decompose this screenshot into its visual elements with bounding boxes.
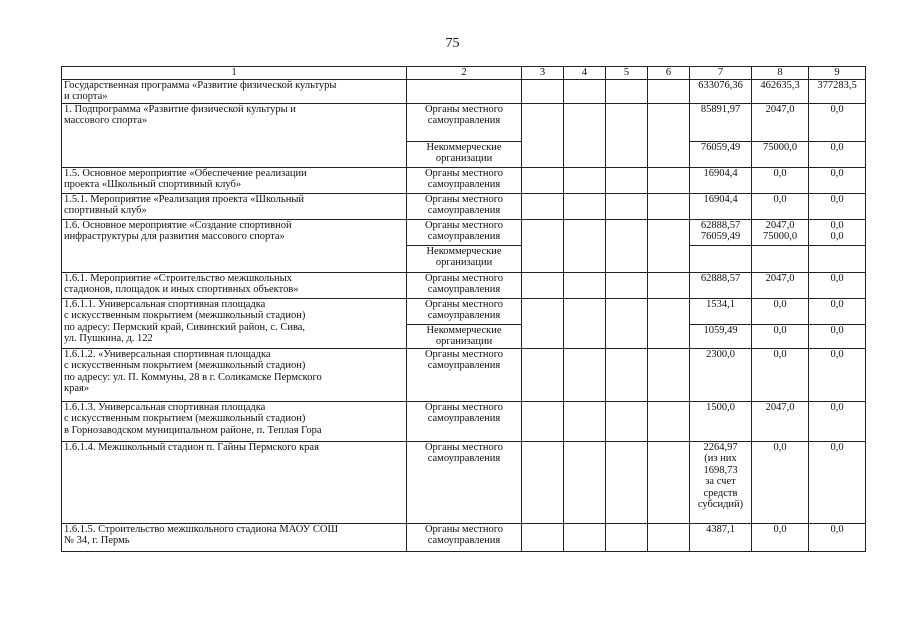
- org-cell: Органы местного самоуправления: [407, 167, 522, 193]
- table-row: [62, 441, 866, 523]
- value-cell-c9: 0,0: [809, 193, 866, 219]
- value-cell-c7: 16904,4: [690, 193, 752, 219]
- empty-cell: [564, 348, 606, 401]
- empty-cell: [564, 401, 606, 441]
- table-row: [62, 193, 866, 219]
- empty-cell: [606, 401, 648, 441]
- empty-cell: [606, 193, 648, 219]
- empty-cell: [648, 523, 690, 551]
- value-cell-c9: 0,0: [809, 103, 866, 141]
- value-cell-c7: 633076,36: [690, 79, 752, 103]
- row-name-cell: 1.6.1.4. Межшкольный стадион п. Гайны Пермского края: [62, 441, 407, 523]
- value-cell-c7: 62888,57 76059,49: [690, 219, 752, 245]
- table-row: [62, 272, 866, 298]
- header-cell: 3: [522, 67, 564, 80]
- value-cell-c8: 0,0: [752, 298, 809, 324]
- header-cell: 8: [752, 67, 809, 80]
- org-cell: Некоммерческие организации: [407, 324, 522, 348]
- empty-cell: [564, 272, 606, 298]
- empty-cell: [648, 348, 690, 401]
- value-cell-c7: 2300,0: [690, 348, 752, 401]
- header-cell: 4: [564, 67, 606, 80]
- value-cell-c8: 0,0: [752, 441, 809, 523]
- value-cell-c9: 0,0 0,0: [809, 219, 866, 245]
- empty-cell: [606, 523, 648, 551]
- row-name-cell: 1.6.1.3. Универсальная спортивная площадка с искусственным покрытием (межшкольный стадион) в Горнозаводском муниципальном районе, п. Теплая Гора: [62, 401, 407, 441]
- value-cell-c8: 75000,0: [752, 141, 809, 167]
- value-cell-c8: 0,0: [752, 348, 809, 401]
- value-cell-c8: 0,0: [752, 193, 809, 219]
- header-cell: 1: [62, 67, 407, 80]
- value-cell-c9: [809, 245, 866, 272]
- value-cell-c7: [690, 245, 752, 272]
- empty-cell: [564, 219, 606, 272]
- empty-cell: [606, 219, 648, 272]
- row-name-cell: 1.6.1. Мероприятие «Строительство межшкольных стадионов, площадок и иных спортивных объектов»: [62, 272, 407, 298]
- value-cell-c9: 377283,5: [809, 79, 866, 103]
- org-cell: Органы местного самоуправления: [407, 298, 522, 324]
- org-cell: Органы местного самоуправления: [407, 401, 522, 441]
- org-cell: Органы местного самоуправления: [407, 193, 522, 219]
- value-cell-c8: [752, 245, 809, 272]
- empty-cell: [564, 79, 606, 103]
- empty-cell: [564, 523, 606, 551]
- org-cell: Органы местного самоуправления: [407, 523, 522, 551]
- empty-cell: [606, 79, 648, 103]
- empty-cell: [522, 523, 564, 551]
- value-cell-c9: 0,0: [809, 523, 866, 551]
- value-cell-c8: 2047,0: [752, 401, 809, 441]
- table-row: [62, 348, 866, 401]
- empty-cell: [522, 193, 564, 219]
- value-cell-c7: 1059,49: [690, 324, 752, 348]
- empty-cell: [522, 103, 564, 167]
- org-cell: Органы местного самоуправления: [407, 441, 522, 523]
- value-cell-c8: 2047,0 75000,0: [752, 219, 809, 245]
- empty-cell: [522, 167, 564, 193]
- org-cell: [407, 79, 522, 103]
- row-name-cell: 1. Подпрограмма «Развитие физической культуры и массового спорта»: [62, 103, 407, 167]
- empty-cell: [648, 167, 690, 193]
- org-cell: Органы местного самоуправления: [407, 272, 522, 298]
- empty-cell: [606, 348, 648, 401]
- empty-cell: [648, 441, 690, 523]
- value-cell-c7: 85891,97: [690, 103, 752, 141]
- value-cell-c9: 0,0: [809, 167, 866, 193]
- empty-cell: [648, 298, 690, 348]
- table-row: [62, 219, 866, 245]
- row-name-cell: Государственная программа «Развитие физической культуры и спорта»: [62, 79, 407, 103]
- value-cell-c9: 0,0: [809, 324, 866, 348]
- budget-table: [61, 66, 866, 552]
- value-cell-c8: 2047,0: [752, 103, 809, 141]
- value-cell-c9: 0,0: [809, 401, 866, 441]
- table-row: [62, 401, 866, 441]
- empty-cell: [522, 441, 564, 523]
- table-row: [62, 103, 866, 141]
- row-name-cell: 1.6.1.5. Строительство межшкольного стадиона МАОУ СОШ № 34, г. Пермь: [62, 523, 407, 551]
- value-cell-c9: 0,0: [809, 298, 866, 324]
- row-name-cell: 1.6.1.1. Универсальная спортивная площадка с искусственным покрытием (межшкольный стадион) по адресу: Пермский край, Сивинский район, с. Сива, ул. Пушкина, д. 122: [62, 298, 407, 348]
- org-cell: Органы местного самоуправления: [407, 219, 522, 245]
- table-row: [62, 167, 866, 193]
- row-name-cell: 1.6.1.2. «Универсальная спортивная площадка с искусственным покрытием (межшкольный стадион) по адресу: ул. П. Коммуны, 28 в г. Соликамске Пермского края»: [62, 348, 407, 401]
- empty-cell: [522, 79, 564, 103]
- header-cell: 6: [648, 67, 690, 80]
- header-cell: 5: [606, 67, 648, 80]
- value-cell-c7: 1500,0: [690, 401, 752, 441]
- empty-cell: [648, 219, 690, 272]
- value-cell-c7: 4387,1: [690, 523, 752, 551]
- empty-cell: [606, 441, 648, 523]
- value-cell-c8: 462635,3: [752, 79, 809, 103]
- org-cell: Органы местного самоуправления: [407, 348, 522, 401]
- empty-cell: [606, 167, 648, 193]
- org-cell: Некоммерческие организации: [407, 141, 522, 167]
- empty-cell: [564, 193, 606, 219]
- header-cell: 7: [690, 67, 752, 80]
- empty-cell: [648, 193, 690, 219]
- empty-cell: [648, 401, 690, 441]
- org-cell: Некоммерческие организации: [407, 245, 522, 272]
- header-cell: 9: [809, 67, 866, 80]
- empty-cell: [606, 103, 648, 167]
- table-header-row: [62, 67, 866, 80]
- empty-cell: [522, 219, 564, 272]
- value-cell-c9: 0,0: [809, 272, 866, 298]
- value-cell-c7: 76059,49: [690, 141, 752, 167]
- empty-cell: [648, 103, 690, 167]
- value-cell-c8: 2047,0: [752, 272, 809, 298]
- empty-cell: [522, 272, 564, 298]
- empty-cell: [564, 167, 606, 193]
- table-row: [62, 79, 866, 103]
- value-cell-c9: 0,0: [809, 141, 866, 167]
- value-cell-c9: 0,0: [809, 348, 866, 401]
- empty-cell: [564, 103, 606, 167]
- empty-cell: [564, 441, 606, 523]
- table-row: [62, 298, 866, 324]
- org-cell: Органы местного самоуправления: [407, 103, 522, 141]
- header-cell: 2: [407, 67, 522, 80]
- empty-cell: [606, 272, 648, 298]
- row-name-cell: 1.5. Основное мероприятие «Обеспечение реализации проекта «Школьный спортивный клуб»: [62, 167, 407, 193]
- row-name-cell: 1.6. Основное мероприятие «Создание спортивной инфраструктуры для развития массового спорта»: [62, 219, 407, 272]
- table-row: [62, 523, 866, 551]
- empty-cell: [522, 348, 564, 401]
- value-cell-c8: 0,0: [752, 324, 809, 348]
- value-cell-c7: 62888,57: [690, 272, 752, 298]
- value-cell-c7: 1534,1: [690, 298, 752, 324]
- value-cell-c8: 0,0: [752, 523, 809, 551]
- value-cell-c7: 16904,4: [690, 167, 752, 193]
- empty-cell: [648, 79, 690, 103]
- value-cell-c9: 0,0: [809, 441, 866, 523]
- empty-cell: [564, 298, 606, 348]
- value-cell-c7: 2264,97 (из них 1698,73 за счет средств субсидий): [690, 441, 752, 523]
- empty-cell: [606, 298, 648, 348]
- empty-cell: [648, 272, 690, 298]
- empty-cell: [522, 401, 564, 441]
- row-name-cell: 1.5.1. Мероприятие «Реализация проекта «Школьный спортивный клуб»: [62, 193, 407, 219]
- empty-cell: [522, 298, 564, 348]
- page-number: 75: [445, 36, 460, 51]
- value-cell-c8: 0,0: [752, 167, 809, 193]
